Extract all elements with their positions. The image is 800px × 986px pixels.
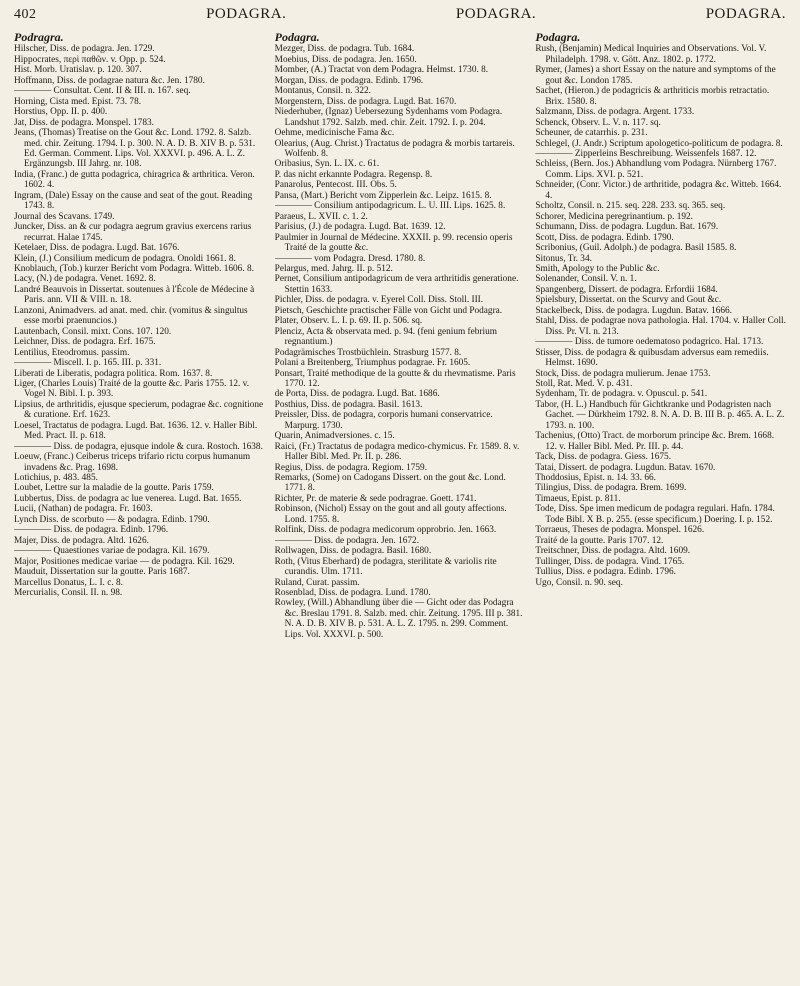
bibliography-entry: Thoddosius, Epist. n. 14. 33. 66.: [535, 473, 656, 484]
bibliography-entry: Landré Beauvois in Dissertat. soutenues à l'École de Médecine à Paris. ann. VII & VIII. n. 18.: [14, 284, 255, 306]
bibliography-entry: Sydenham, Tr. de podagra. v. Opuscul. p. 541.: [535, 389, 708, 400]
bibliography-entry: Pansa, (Mart.) Bericht vom Zipperlein &c. Leipz. 1615. 8.: [274, 190, 492, 201]
bibliography-entry: Pichler, Diss. de podagra. v. Eyerel Coll. Diss. Stoll. III.: [274, 295, 484, 306]
bibliography-entry: Stahl, Diss. de podagrae nova pathologia. Hal. 1704. v. Haller Coll. Diss. Pr. VI. n. 213.: [535, 316, 786, 337]
bibliography-entry: Pietsch, Geschichte practischer Fälle von Gicht und Podagra.: [274, 305, 503, 316]
bibliography-entry: Tullinger, Diss. de podagra. Vind. 1765.: [535, 556, 685, 567]
bibliography-entry: ———— Consultat. Cent. II & III. n. 167. seq.: [14, 86, 191, 97]
bibliography-entry: Torraeus, Theses de podagra. Monspel. 1626.: [535, 525, 705, 536]
bibliography-entry: Stisser, Diss. de podagra & quibusdam adversus eam remediis. Helmst. 1690.: [535, 347, 769, 369]
bibliography-entry: Moebius, Diss. de podagra. Jen. 1650.: [274, 54, 417, 65]
bibliography-entry: Stock, Diss. de podagra mulierum. Jenae 1753.: [535, 368, 711, 379]
running-header: [14, 6, 786, 28]
bibliography-entry: Sitonus, Tr. 34.: [535, 253, 592, 264]
bibliography-entry: ———— Diss. de podagra, ejusque indole & cura. Rostoch. 1638.: [14, 441, 263, 452]
bibliography-entry: Pernet, Consilium antipodagricum de vera arthritidis generatione. Stettin 1633.: [274, 274, 519, 295]
bibliography-entry: Ponsart, Traité methodique de la goutte & du rhevmatisme. Paris 1770. 12.: [274, 368, 516, 389]
bibliography-entry: ———— Quaestiones variae de podagra. Kil. 1679.: [14, 546, 210, 557]
bibliography-entry: Jat, Diss. de podagra. Monspel. 1783.: [14, 117, 154, 128]
bibliography-entry: Ketelaer, Diss. de podagra. Lugd. Bat. 1676.: [14, 243, 180, 254]
bibliography-entry: Lucii, (Nathan) de podagra. Fr. 1603.: [14, 504, 153, 515]
bibliography-entry: Plenciz, Acta & observata med. p. 94. (feni genium febrium regnantium.): [274, 326, 497, 348]
bibliography-entry: P. das nicht erkannte Podagra. Regensp. 8.: [274, 169, 433, 180]
bibliography-entry: Montanus, Consil. n. 322.: [274, 86, 372, 97]
bibliography-entry: Rush, (Benjamin) Medical Inquiries and Observations. Vol. V. Philadelph. 1798. v. Gött. Anz. 1802. p. 1772.: [535, 44, 767, 65]
bibliography-entry: Smith, Apology to the Public &c.: [535, 263, 660, 274]
bibliography-entry: Loesel, Tractatus de podagra. Lugd. Bat. 1636. 12. v. Haller Bibl. Med. Pract. II. p. 618.: [14, 420, 258, 442]
bibliography-entry: Lipsius, de arthritidis, ejusque specierum, podagrae &c. cognitione & curatione. Erf. 1623.: [14, 399, 264, 421]
bibliography-entry: Spangenberg, Dissert. de podagra. Erfordii 1684.: [535, 284, 718, 295]
bibliography-entry: Pelargus, med. Jahrg. II. p. 512.: [274, 263, 393, 274]
column-heading: Podagra.: [535, 30, 581, 44]
columns: [14, 30, 786, 982]
bibliography-entry: Tullius, Diss. e podagra. Edinb. 1796.: [535, 567, 677, 578]
bibliography-entry: Stoll, Rat. Med. V. p. 431.: [535, 378, 633, 389]
bibliography-entry: Major, Positiones medicae variae — de podagra. Kil. 1629.: [14, 556, 235, 567]
bibliography-entry: Leichner, Diss. de podagra. Erf. 1675.: [14, 337, 156, 348]
bibliography-entry: Mercurialis, Consil. II. n. 98.: [14, 588, 123, 599]
bibliography-entry: Scheuner, de catarrhis. p. 231.: [535, 128, 648, 139]
bibliography-entry: Roth, (Vitus Eberhard) de podagra, sterilitate & variolis rite curandis. Ulm. 1711.: [274, 556, 497, 578]
bibliography-entry: ———— Diss. de podagra. Edinb. 1796.: [14, 525, 169, 536]
bibliography-entry: ———— Diss. de podagra. Jen. 1672.: [274, 535, 420, 546]
column-2: [275, 30, 526, 982]
bibliography-entry: Panarolus, Pentecost. III. Obs. 5.: [274, 180, 397, 191]
bibliography-entry: Treitschner, Diss. de podagra. Altd. 1609.: [535, 546, 691, 557]
bibliography-entry: Tode, Diss. Spe imen medicum de podagra regulari. Hafn. 1784. Tode Bibl. X B. p. 255. (esse specificum.) Doering. I. p. 152.: [535, 504, 775, 525]
bibliography-entry: Horning, Cista med. Epist. 73. 78.: [14, 96, 142, 107]
bibliography-entry: ———— Miscell. I. p. 165. III. p. 331.: [14, 358, 162, 369]
bibliography-entry: Robinson, (Nichol) Essay on the gout and all gouty affections. Lond. 1755. 8.: [274, 504, 507, 525]
bibliography-entry: Rollwagen, Diss. de podagra. Basil. 1680.: [274, 546, 432, 557]
bibliography-entry: Schleiss, (Bern. Jos.) Abhandlung vom Podagra. Nürnberg 1767. Comm. Lips. XVI. p. 521.: [535, 159, 777, 180]
bibliography-entry: Hist. Morb. Uratislav. p. 120. 307.: [14, 65, 142, 76]
bibliography-entry: Richter, Pr. de materie & sede podragrae. Goett. 1741.: [274, 493, 477, 504]
center-running-title: PODAGRA.: [455, 6, 537, 22]
bibliography-entry: Parisius, (J.) de podagra. Lugd. Bat. 1639. 12.: [274, 222, 446, 233]
bibliography-entry: Juncker, Diss. an & cur podagra aegrum gravius exercens rarius recurrat. Halae 1745.: [14, 222, 252, 243]
bibliography-entry: Rolfink, Diss. de podagra medicorum opprobrio. Jen. 1663.: [274, 525, 497, 536]
bibliography-entry: Tabor, (H. L.) Handbuch für Gichtkranke und Podagristen nach Gachet. — Dürkheim 1792. 8. N. A. D. B. III B. p. 465. A. L. Z. 1793. n. 100.: [535, 399, 785, 431]
bibliography-entry: Tilingius, Diss. de podagra. Brem. 1699.: [535, 483, 687, 494]
bibliography-entry: Olearius, (Aug. Christ.) Tractatus de podagra & morbis tartareis. Wolfenb. 8.: [274, 138, 515, 159]
bibliography-entry: Lotichius, p. 483. 485.: [14, 473, 98, 484]
column-heading: Podragra.: [14, 30, 64, 44]
bibliography-entry: Ruland, Curat. passim.: [274, 577, 360, 588]
bibliography-entry: Liger, (Charles Louis) Traité de la goutte &c. Paris 1755. 12. v. Vogel N. Bibl. I. p. 393.: [14, 378, 250, 400]
bibliography-entry: Oehme, medicinische Fama &c.: [274, 128, 395, 139]
bibliography-entry: de Porta, Diss. de podagra. Lugd. Bat. 1686.: [274, 389, 440, 400]
bibliography-entry: Schlegel, (J. Andr.) Scriptum apologetico-politicum de podagra. 8.: [535, 138, 783, 149]
bibliography-entry: Knoblauch, (Tob.) kurzer Bericht vom Podagra. Witteb. 1606. 8.: [14, 263, 254, 274]
bibliography-entry: Lautenbach, Consil. mixt. Cons. 107. 120.: [14, 326, 172, 337]
bibliography-entry: Posthius, Diss. de podagra. Basil. 1613.: [274, 399, 423, 410]
bibliography-entry: Hilscher, Diss. de podagra. Jen. 1729.: [14, 44, 155, 55]
bibliography-entry: Rosenblad, Diss. de podagra. Lund. 1780.: [274, 588, 431, 599]
bibliography-entry: Sachet, (Hieron.) de podagricis & arthriticis morbis retractatio. Brix. 1580. 8.: [535, 86, 770, 107]
bibliography-entry: Ugo, Consil. n. 90. seq.: [535, 577, 623, 588]
bibliography-entry: Loubet, Lettre sur la maladie de la goutte. Paris 1759.: [14, 483, 214, 494]
bibliography-entry: Lubbertus, Diss. de podagra ac lue venerea. Lugd. Bat. 1655.: [14, 493, 242, 504]
bibliography-entry: Mauduit, Dissertation sur la goutte. Paris 1687.: [14, 567, 190, 578]
bibliography-entry: Stackelbeck, Diss. de podagra. Lugdun. Batav. 1666.: [535, 305, 732, 316]
bibliography-entry: Tachenius, (Otto) Tract. de morborum principe &c. Brem. 1668. 12. v. Haller Bibl. Med. Pr. III. p. 44.: [535, 431, 775, 452]
bibliography-entry: Scott, Diss. de podagra. Edinb. 1790.: [535, 232, 674, 243]
bibliography-entry: Journal des Scavans. 1749.: [14, 211, 115, 222]
bibliography-entry: Lacy, (N.) de podagra. Venet. 1692. 8.: [14, 274, 156, 285]
bibliography-entry: Scribonius, (Guil. Adolph.) de podagra. Basil 1585. 8.: [535, 243, 737, 254]
bibliography-entry: Lanzoni, Animadvers. ad anat. med. chir. (vomitus & singultus esse morbi praenuncios.): [14, 305, 248, 327]
bibliography-entry: Paraeus, L. XVII. c. 1. 2.: [274, 211, 368, 222]
bibliography-entry: Oribasius, Syn. L. IX. c. 61.: [274, 159, 380, 170]
bibliography-entry: Marcellus Donatus, L. I. c. 8.: [14, 577, 123, 588]
bibliography-entry: Solenander, Consil. V. n. 1.: [535, 274, 637, 285]
bibliography-entry: Rowley, (Will.) Abhandlung über die — Gicht oder das Podagra &c. Breslau 1791. 8. Salzb. med. chir. Zeitung. 1795. III p. 381. N. A. D. B. XIV B. p. 531. A. L. Z. 1795. n. 299. Comment. Lips. Vol. XXXVI. p. 500.: [274, 598, 523, 640]
page-number: 402: [14, 7, 37, 22]
bibliography-entry: Tatai, Dissert. de podagra. Lugdun. Batav. 1670.: [535, 462, 716, 473]
bibliography-entry: Horstius, Opp. II. p. 400.: [14, 107, 108, 118]
bibliography-entry: Momber, (A.) Tractat von dem Podagra. Helmst. 1730. 8.: [274, 65, 489, 76]
bibliography-entry: Hippocrates, περὶ παθῶν. v. Opp. p. 524.: [14, 54, 166, 65]
bibliography-entry: Preissler, Diss. de podagra, corporis humani conservatrice. Marpurg. 1730.: [274, 410, 493, 431]
right-running-title: PODAGRA.: [705, 6, 786, 22]
bibliography-entry: Schneider, (Conr. Victor.) de arthritide, podagra &c. Witteb. 1664. 4.: [535, 180, 782, 201]
bibliography-entry: Lynch Diss. de scorbuto — & podagra. Edinb. 1790.: [14, 514, 210, 525]
bibliography-entry: ———— Zipperleins Beschreibung. Weissenfels 1687. 12.: [535, 148, 757, 159]
bibliography-entry: Plater, Observ. L. I. p. 69. II. p. 506. sq.: [274, 316, 423, 327]
bibliography-entry: Schorer, Medicina peregrinantium. p. 192.: [535, 211, 693, 222]
bibliography-entry: Ingram, (Dale) Essay on the cause and seat of the gout. Reading 1743. 8.: [14, 190, 253, 212]
column-3: [535, 30, 786, 982]
bibliography-entry: India, (Franc.) de gutta podagrica, chiragrica & arthritica. Veron. 1602. 4.: [14, 169, 255, 191]
bibliography-entry: Podagrämisches Trostbüchlein. Strasburg 1577. 8.: [274, 347, 462, 358]
bibliography-entry: Niederhuber, (Ignaz) Uebersezung Sydenhams vom Podagra. Landshut 1792. Salzb. med. chir. Zeit. 1792. I. p. 204.: [274, 107, 503, 128]
bibliography-entry: Morgenstern, Diss. de podagra. Lugd. Bat. 1670.: [274, 96, 457, 107]
bibliography-entry: Salzmann, Diss. de podagra. Argent. 1733.: [535, 107, 695, 118]
bibliography-entry: Timaeus, Epist. p. 811.: [535, 493, 621, 504]
bibliography-entry: Regius, Diss. de podagra. Regiom. 1759.: [274, 462, 428, 473]
bibliography-entry: Quarin, Animadversiones. c. 15.: [274, 431, 395, 442]
bibliography-entry: Majer, Diss. de podagra. Altd. 1626.: [14, 535, 149, 546]
bibliography-entry: Spielsbury, Dissertat. on the Scurvy and Gout &c.: [535, 295, 722, 306]
bibliography-entry: Polani a Breitenberg, Triumphus podagrae. Fr. 1605.: [274, 358, 471, 369]
column-heading: Podagra.: [274, 30, 320, 44]
bibliography-entry: Mezger, Diss. de podagra. Tub. 1684.: [274, 44, 415, 55]
bibliography-entry: Hoffmann, Diss. de podagrae natura &c. Jen. 1780.: [14, 75, 205, 86]
bibliography-entry: ———— vom Podagra. Dresd. 1780. 8.: [274, 253, 426, 264]
bibliography-entry: Schumann, Diss. de podagra. Lugdun. Bat. 1679.: [535, 222, 719, 233]
bibliography-entry: ———— Consilium antipodagricum. L. U. III. Lips. 1625. 8.: [274, 201, 506, 212]
bibliography-entry: Klein, (J.) Consilium medicum de podagra. Onoldi 1661. 8.: [14, 253, 236, 264]
bibliography-entry: Remarks, (Some) on Cadogans Dissert. on the gout &c. Lond. 1771. 8.: [274, 473, 506, 494]
bibliography-entry: Scholtz, Consil. n. 215. seq. 228. 233. sq. 365. seq.: [535, 201, 726, 212]
bibliography-entry: Paulmier in Journal de Médecine. XXXII. p. 99. recensio operis Traité de la goutte &c.: [274, 232, 513, 254]
bibliography-entry: Rymer, (James) a short Essay on the nature and symptoms of the gout &c. London 1785.: [535, 65, 776, 86]
bibliography-entry: Liberati de Liberatis, podagra politica. Rom. 1637. 8.: [14, 368, 213, 379]
bibliography-entry: Traité de la goutte. Paris 1707. 12.: [535, 535, 664, 546]
bibliography-entry: Schenck, Observ. L. V. n. 117. sq.: [535, 117, 661, 128]
bibliography-entry: Raici, (Fr.) Tractatus de podagra medico-chymicus. Fr. 1589. 8. v. Haller Bibl. Med. Pr. II. p. 286.: [274, 441, 520, 463]
bibliography-entry: Tack, Diss. de podagra. Giess. 1675.: [535, 452, 672, 463]
bibliography-entry: Jeans, (Thomas) Treatise on the Gout &c. Lond. 1792. 8. Salzb. med. chir. Zeitung. 1794. I. p. 300. N. A. D. B. XIV B. p. 531. Ed. German. Comment. Lips. Vol. XXXVI. p. 496. A. L. Z. Ergänzungsb. III Jahrg. nr. 108.: [14, 128, 256, 170]
bibliography-entry: Morgan, Diss. de podagra. Edinb. 1796.: [274, 75, 424, 86]
bibliography-entry: Lentilius, Eteodromus. passim.: [14, 347, 130, 358]
left-running-title: PODAGRA.: [206, 6, 287, 22]
bibliography-entry: Loeuw, (Franc.) Ceiberus triceps trifario rictu corpus humanum invadens &c. Prag. 1698.: [14, 452, 251, 473]
bibliography-entry: ———— Diss. de tumore oedematoso podagrico. Hal. 1713.: [535, 337, 764, 348]
column-1: [14, 30, 265, 982]
